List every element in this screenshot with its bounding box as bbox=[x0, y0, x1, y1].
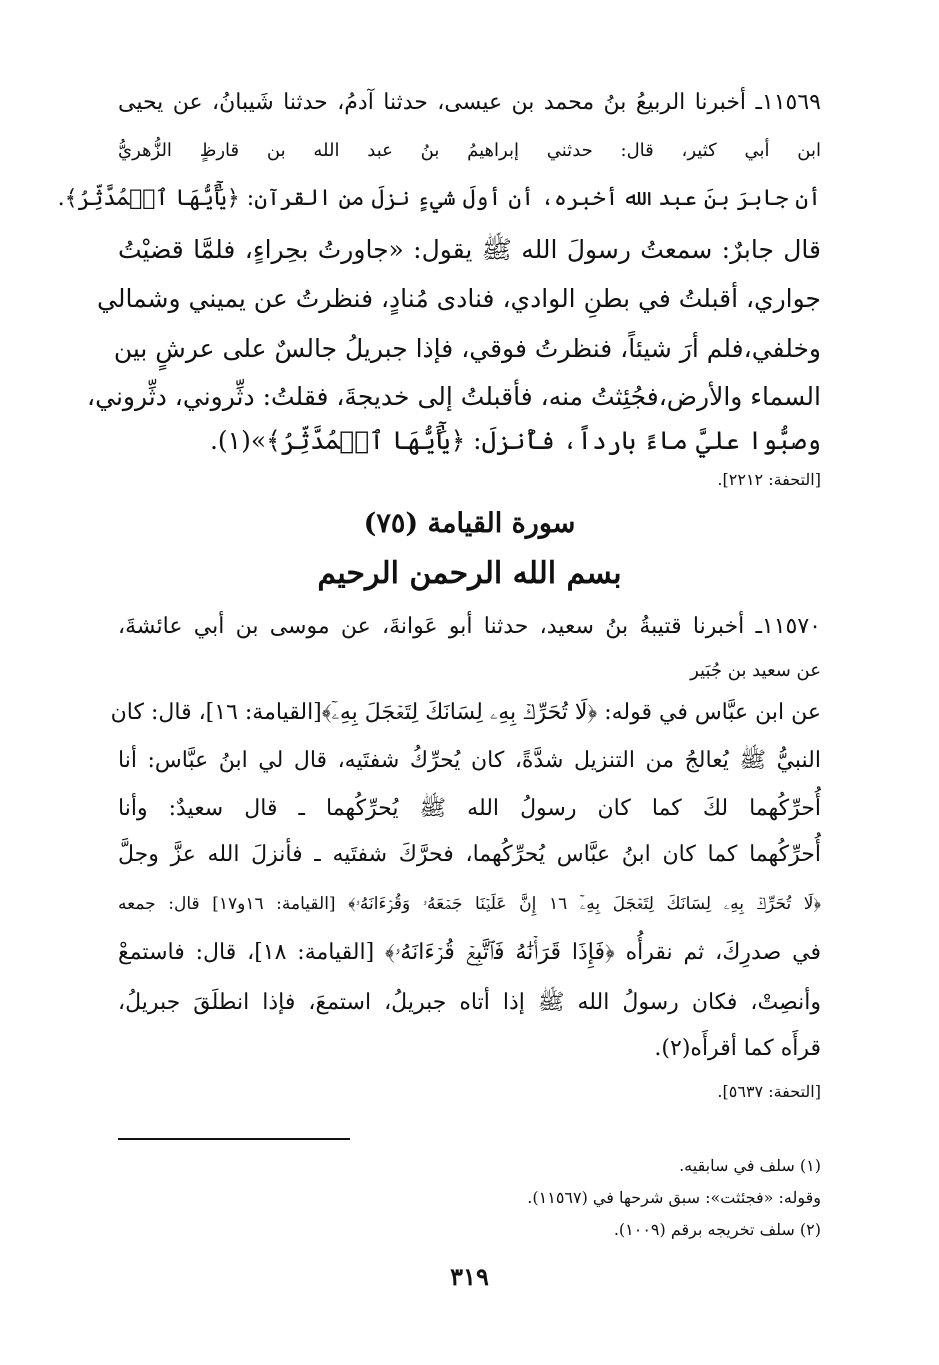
hadith-1569-line-7: السماء والأرض،فجُئِثتُ منه، فأقبلتُ إلى خديجةَ، فقلتُ: دثِّروني، دثِّروني، bbox=[87, 382, 821, 411]
footnote-separator bbox=[118, 1138, 350, 1140]
footnote-2: (٢) سلف تخريجه برقم (١٠٠٩). bbox=[613, 1220, 821, 1239]
hadith-1569-line-2: ابن أبي كثير، قال: حدثني إبراهيمُ بنُ عبد الله بن قارظٍ الزُّهريُّ bbox=[118, 140, 821, 161]
footnote-1-note: وقوله: «فجئثت»: سبق شرحها في (١١٥٦٧). bbox=[527, 1188, 821, 1207]
hadith-1570-line-10: قرأَه كما أقرأَه(٢). bbox=[654, 1036, 821, 1061]
page-number: ٣١٩ bbox=[450, 1262, 489, 1291]
hadith-1570-line-5: أُحرِّكُهما لكَ كما كان رسولُ الله ﷺ يُحرِّكُهما ـ قال سعيدٌ: وأنا bbox=[118, 796, 821, 821]
hadith-1570-line-8: في صدرِكَ، ثم نقرأُه ﴿فَإِذَا قَرَأۡنَٰهُ فَٱتَّبِعۡ قُرۡءَانَهُۥ﴾ [القيامة: ١٨]، قال: فاستمعْ bbox=[118, 940, 821, 965]
hadith-1570-line-3: عن ابن عبَّاس في قوله: ﴿لَا تُحَرِّكۡ بِهِۦ لِسَانَكَ لِتَعۡجَلَ بِهِۦٓ﴾[القيامة: ١٦]، قال: كان bbox=[110, 700, 821, 725]
hadith-1570-line-6: أُحرِّكُهما كما كان ابنُ عبَّاس يُحرِّكُهما، فحرَّكَ شفتَيه ـ فأنزلَ الله عزَّ وجلَّ bbox=[118, 842, 821, 867]
hadith-1569-line-5: جواري، أقبلتُ في بطنِ الوادي، فنادى مُنادٍ، فنظرتُ عن يميني وشمالي bbox=[97, 284, 821, 313]
tuhfa-reference-1569: [التحفة: ٢٢١٢]. bbox=[717, 470, 821, 489]
hadith-1570-line-4: النبيُّ ﷺ يُعالجُ من التنزيل شدَّةً، كان يُحرِّكُ شفتَيه، قال لي ابنُ عبَّاس: أنا bbox=[118, 748, 821, 773]
tuhfa-reference-1570: [التحفة: ٥٦٣٧]. bbox=[717, 1082, 821, 1101]
hadith-1569-line-4: قال جابرٌ: سمعتُ رسولَ الله ﷺ يقول: «جاورتُ بحِراءٍ، فلمَّا قضيْتُ bbox=[118, 235, 821, 264]
hadith-1569-line-3: أن جابرَ بنَ عبد الله أخبره، أن أولَ شيءٍ نزلَ من القرآن: ﴿يَٰٓأَيُّهَا ٱلۡمُدَّثِّرُ﴾. bbox=[57, 186, 821, 211]
footnote-1: (١) سلف في سابقيه. bbox=[679, 1156, 821, 1175]
hadith-1569-line-8: وصبُّوا عليَّ ماءً بارداً، فأُنزلَ: ﴿يَٰٓأَيُّهَا ٱلۡمُدَّثِّرُ﴾»(١). bbox=[209, 426, 821, 455]
surah-heading: سورة القيامة (٧٥) bbox=[363, 508, 576, 539]
hadith-1569-line-6: وخلفي،فلم أرَ شيئاً، فنظرتُ فوقي، فإذا جبريلُ جالسٌ على عرشٍ بين bbox=[113, 334, 821, 363]
hadith-1569-line-1: ١١٥٦٩ـ أخبرنا الربيعُ بنُ محمد بن عيسى، حدثنا آدمُ، حدثنا شَيبانُ، عن يحيى bbox=[118, 90, 821, 115]
hadith-1570-line-1: ١١٥٧٠ـ أخبرنا قتيبةُ بنُ سعيد، حدثنا أبو عَوانةَ، عن موسى بن أبي عائشةَ، bbox=[118, 614, 821, 639]
basmala: بسم الله الرحمن الرحيم bbox=[317, 556, 622, 591]
hadith-1570-line-9: وأنصِتْ، فكان رسولُ الله ﷺ إذا أتاه جبريلُ، استمعَ، فإذا انطلَقَ جبريلُ، bbox=[118, 990, 821, 1015]
hadith-1570-line-2: عن سعيد بن جُبَير bbox=[690, 660, 821, 681]
hadith-1570-line-7: ﴿لَا تُحَرِّكۡ بِهِۦ لِسَانَكَ لِتَعۡجَلَ بِهِۦٓ ١٦ إِنَّ عَلَيۡنَا جَمۡعَهُۥ وَقُرۡءَانَهُۥ﴾ [القيامة: ١٦و١٧] قال: جمعه bbox=[118, 894, 822, 914]
